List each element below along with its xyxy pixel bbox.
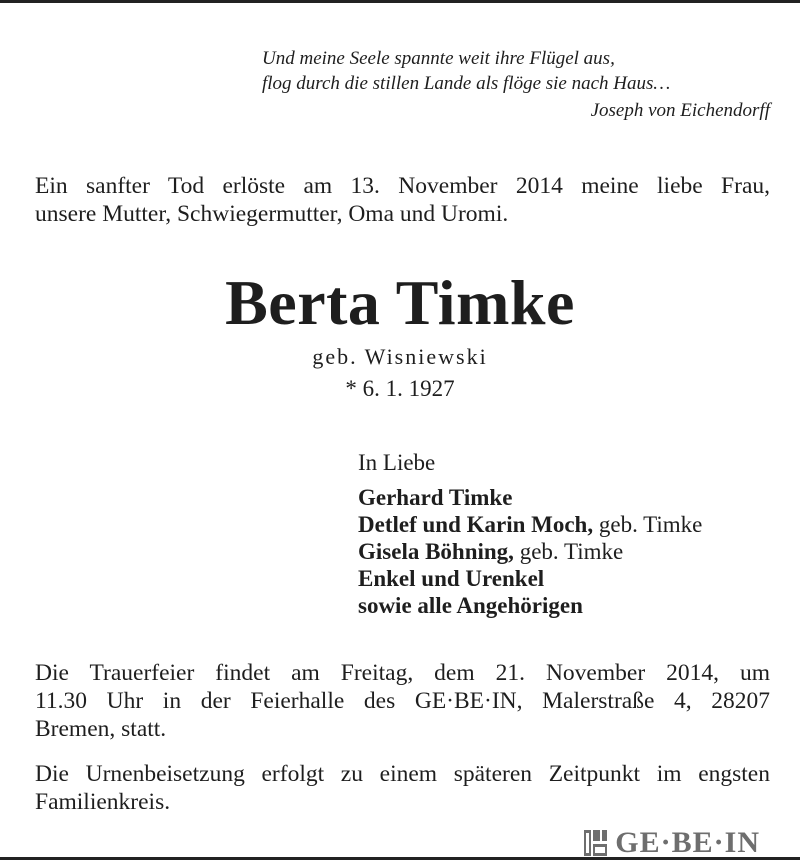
ceremony-line: 11.30 Uhr in der Feierhalle des GE·BE·IN, Malerstraße 4, 28207 <box>35 688 770 714</box>
gebein-logo <box>583 826 760 860</box>
signer-name: Gisela Böhning, <box>358 539 514 564</box>
intro-line: Ein sanfter Tod erlöste am 13. November 2014 meine liebe Frau, <box>35 173 770 199</box>
signer-name: Enkel und Urenkel <box>358 566 545 591</box>
ceremony-line: Bremen, statt. <box>35 716 167 742</box>
intro-line: unsere Mutter, Schwiegermutter, Oma und Uromi. <box>35 201 509 227</box>
birth-date: * 6. 1. 1927 <box>345 376 455 401</box>
maiden-name: geb. Wisniewski <box>312 344 488 369</box>
urn-line: Die Urnenbeisetzung erfolgt zu einem späteren Zeitpunkt im engsten <box>35 761 770 787</box>
epigraph <box>262 46 770 123</box>
epigraph-line: Und meine Seele spannte weit ihre Flügel aus, <box>262 48 615 69</box>
signer-row <box>358 565 778 592</box>
epigraph-author: Joseph von Eichendorff <box>590 100 770 121</box>
epigraph-line: flog durch die stillen Lande als flöge sie nach Haus… <box>262 73 671 94</box>
gebein-logo-icon <box>583 828 609 858</box>
signer-name: sowie alle Angehörigen <box>358 593 583 618</box>
urn-line: Familienkreis. <box>35 789 171 815</box>
intro-text <box>35 172 770 228</box>
ceremony-line: Die Trauerfeier findet am Freitag, dem 21. November 2014, um <box>35 660 770 686</box>
signer-name: Detlef und Karin Moch, <box>358 512 594 537</box>
signers-heading: In Liebe <box>358 450 436 475</box>
ceremony-paragraph <box>35 659 770 743</box>
gebein-logo-text: GE·BE·IN <box>615 826 760 859</box>
signer-row <box>358 511 778 538</box>
urn-paragraph <box>35 760 770 816</box>
signer-note: geb. Timke <box>593 512 703 537</box>
signer-row <box>358 592 778 619</box>
signers-block <box>358 449 778 619</box>
deceased-name: Berta Timke <box>225 267 575 338</box>
signer-name: Gerhard Timke <box>358 485 513 510</box>
signer-note: geb. Timke <box>513 539 624 564</box>
signer-row <box>358 538 778 565</box>
signer-row <box>358 484 778 511</box>
